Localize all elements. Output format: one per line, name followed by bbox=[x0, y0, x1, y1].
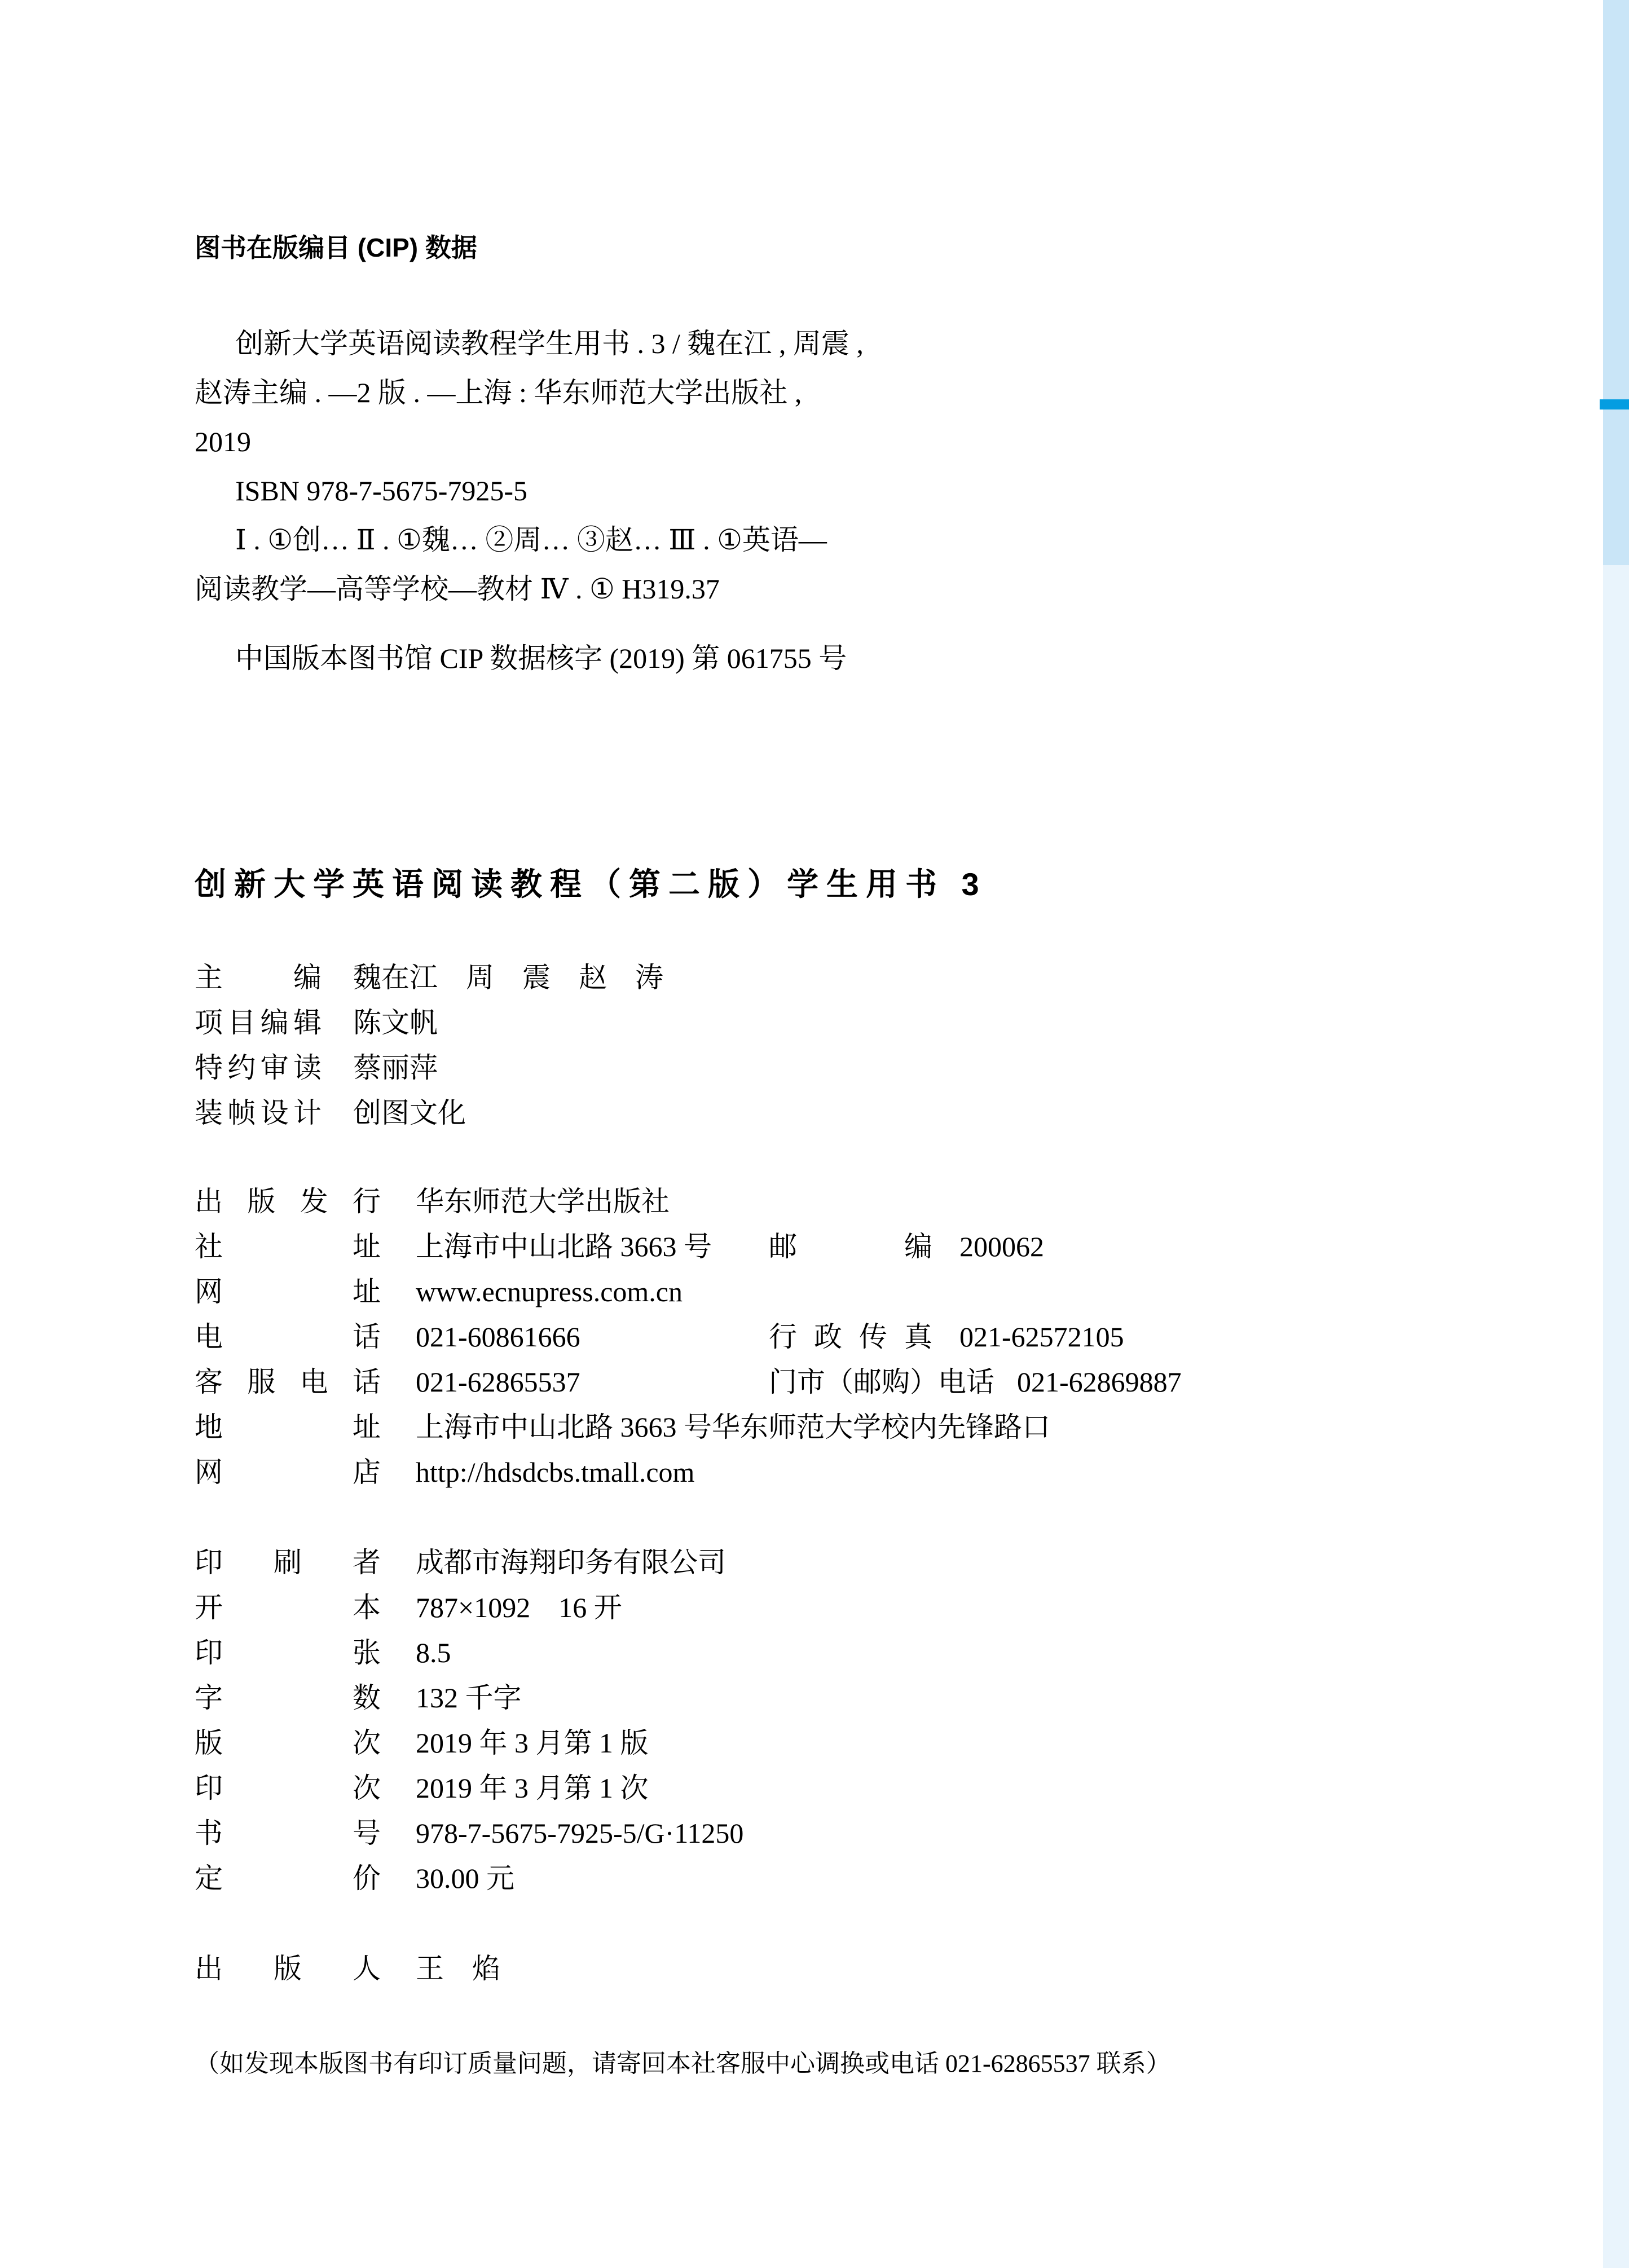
print-value: 8.5 bbox=[416, 1637, 451, 1668]
staff-value: 蔡丽萍 bbox=[353, 1052, 438, 1084]
pub-label: 电话 bbox=[195, 1321, 381, 1353]
print-value: 132 千字 bbox=[416, 1682, 522, 1714]
print-value: 2019 年 3 月第 1 次 bbox=[416, 1772, 649, 1804]
pub-value: 021-60861666 bbox=[416, 1321, 580, 1353]
cip-line: 2019 bbox=[195, 426, 251, 457]
print-row-format bbox=[195, 1593, 743, 1622]
pub-label: 地址 bbox=[195, 1411, 381, 1443]
publication-block bbox=[195, 1186, 1182, 1503]
print-label: 开本 bbox=[195, 1592, 381, 1623]
pub-value2: 200062 bbox=[959, 1231, 1044, 1262]
cip-line-classification: Ⅰ . ①创… Ⅱ . ①魏… ②周… ③赵… Ⅲ . ①英语— bbox=[235, 524, 827, 556]
edge-strip-light-top bbox=[1603, 0, 1629, 399]
print-row-printer bbox=[195, 1548, 743, 1576]
staff-value: 陈文帆 bbox=[353, 1007, 438, 1038]
pub-label: 网店 bbox=[195, 1456, 381, 1488]
cip-block bbox=[195, 319, 864, 683]
publisher-person-value: 王 焰 bbox=[416, 1953, 500, 1984]
pub-value: www.ecnupress.com.cn bbox=[416, 1276, 683, 1307]
cip-line-isbn: ISBN 978-7-5675-7925-5 bbox=[235, 475, 528, 507]
quality-note: （如发现本版图书有印订质量问题，请寄回本社客服中心调换或电话 021-62865537 联系） bbox=[195, 2050, 1171, 2077]
pub-label2: 门市（邮购）电话 bbox=[769, 1366, 994, 1398]
pub-value: http://hdsdcbs.tmall.com bbox=[416, 1456, 695, 1488]
staff-label: 主编 bbox=[195, 962, 322, 993]
staff-block bbox=[195, 963, 663, 1144]
cip-line: 创新大学英语阅读教程学生用书 . 3 / 魏在江 , 周震 , bbox=[235, 328, 864, 359]
pub-pair2 bbox=[769, 1368, 1182, 1396]
pub-row-phone-fax bbox=[195, 1321, 1124, 1353]
edge-strip-pale bbox=[1603, 565, 1629, 2268]
staff-label: 装帧设计 bbox=[195, 1097, 322, 1129]
staff-row-design bbox=[195, 1099, 663, 1127]
cip-line: 赵涛主编 . —2 版 . —上海 : 华东师范大学出版社 , bbox=[195, 377, 802, 408]
print-label: 书号 bbox=[195, 1817, 381, 1849]
pub-pair2 bbox=[769, 1232, 1044, 1261]
print-value: 2019 年 3 月第 1 版 bbox=[416, 1727, 649, 1759]
cip-heading: 图书在版编目 (CIP) 数据 bbox=[195, 233, 477, 262]
print-row-book-number bbox=[195, 1819, 743, 1847]
print-value: 30.00 元 bbox=[416, 1862, 514, 1894]
pub-value: 021-62865537 bbox=[416, 1366, 580, 1398]
print-label: 版次 bbox=[195, 1727, 381, 1759]
pub-value2: 021-62572105 bbox=[959, 1321, 1124, 1353]
print-row-price bbox=[195, 1864, 743, 1892]
pub-row-online-store bbox=[195, 1458, 1050, 1486]
pub-row-publisher bbox=[195, 1187, 1050, 1216]
pub-value: 上海市中山北路 3663 号 bbox=[416, 1231, 712, 1262]
print-row-word-count bbox=[195, 1684, 743, 1712]
pub-pair2 bbox=[769, 1323, 1124, 1351]
pub-label2: 邮编 bbox=[769, 1231, 932, 1262]
printing-block bbox=[195, 1548, 743, 1909]
pub-row-website bbox=[195, 1278, 1050, 1306]
edge-strip-light-mid bbox=[1603, 409, 1629, 565]
print-label: 印刷者 bbox=[195, 1547, 381, 1578]
pub-row-street-address bbox=[195, 1413, 1050, 1441]
print-label: 定价 bbox=[195, 1862, 381, 1894]
publisher-person-label: 出版人 bbox=[195, 1953, 381, 1984]
print-value: 978-7-5675-7925-5/G·11250 bbox=[416, 1817, 744, 1849]
pub-label: 社址 bbox=[195, 1231, 381, 1262]
pub-label: 网址 bbox=[195, 1276, 381, 1307]
pub-label: 出版发行 bbox=[195, 1186, 381, 1217]
cip-line-classification: 阅读教学—高等学校—教材 Ⅳ . ① H319.37 bbox=[195, 573, 720, 605]
staff-value: 创图文化 bbox=[353, 1097, 466, 1129]
print-value: 787×1092 16 开 bbox=[416, 1592, 622, 1623]
print-label: 印张 bbox=[195, 1637, 381, 1668]
staff-row-chief-editor bbox=[195, 963, 663, 992]
staff-value: 魏在江 周 震 赵 涛 bbox=[353, 962, 663, 993]
staff-label: 项目编辑 bbox=[195, 1007, 322, 1038]
edge-strip-accent-bar bbox=[1600, 399, 1629, 409]
print-row-edition bbox=[195, 1729, 743, 1757]
cip-record-number: 中国版本图书馆 CIP 数据核字 (2019) 第 061755 号 bbox=[235, 642, 847, 674]
print-row-impression bbox=[195, 1774, 743, 1802]
pub-row-service-phone bbox=[195, 1366, 1182, 1398]
pub-value2: 021-62869887 bbox=[1017, 1366, 1182, 1398]
pub-row-address-zip bbox=[195, 1232, 1050, 1261]
pub-value: 华东师范大学出版社 bbox=[416, 1186, 670, 1217]
print-row-sheets bbox=[195, 1639, 743, 1667]
publisher-person-block bbox=[195, 1954, 500, 2000]
pub-label: 客服电话 bbox=[195, 1366, 381, 1398]
book-title: 创新大学英语阅读教程（第二版）学生用书 3 bbox=[195, 866, 987, 902]
publisher-person-row bbox=[195, 1954, 500, 1983]
print-label: 字数 bbox=[195, 1682, 381, 1714]
staff-row-project-editor bbox=[195, 1009, 663, 1037]
print-label: 印次 bbox=[195, 1772, 381, 1804]
pub-value: 上海市中山北路 3663 号华东师范大学校内先锋路口 bbox=[416, 1411, 1050, 1443]
pub-label2: 行政传真 bbox=[769, 1321, 932, 1353]
staff-label: 特约审读 bbox=[195, 1052, 322, 1084]
print-value: 成都市海翔印务有限公司 bbox=[416, 1547, 726, 1578]
staff-row-special-reviewer bbox=[195, 1054, 663, 1082]
